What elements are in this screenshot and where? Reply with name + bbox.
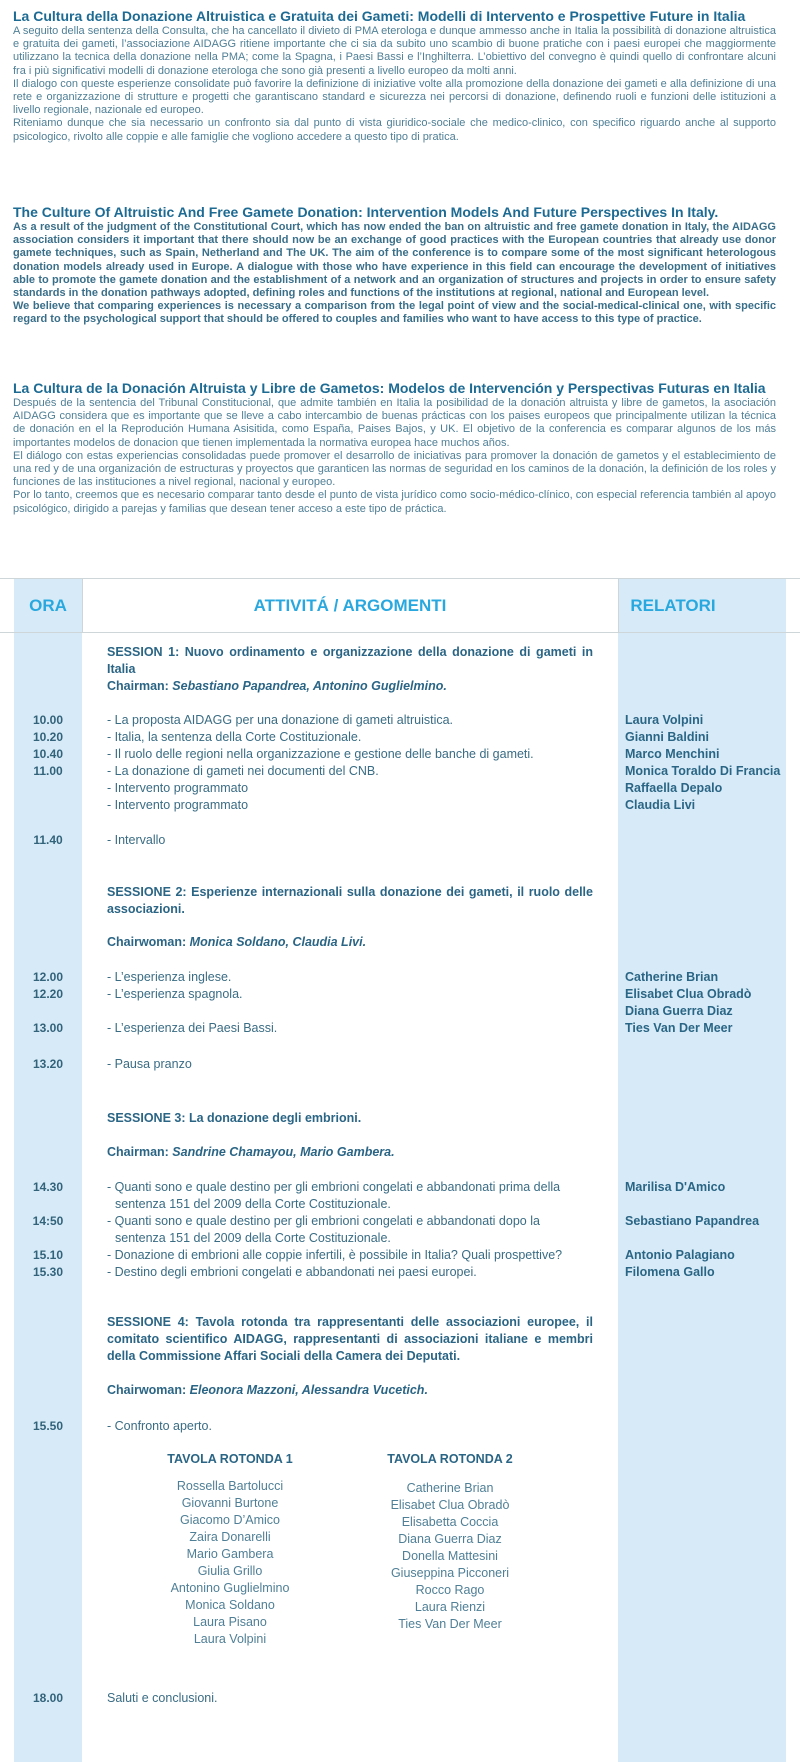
- session-title: SESSIONE 2: Esperienze internazionali sulla donazione dei gameti, il ruolo delle associazioni.: [107, 885, 593, 916]
- participant-name: Laura Volpini: [193, 1632, 267, 1646]
- intro-en-paragraph: As a result of the judgment of the Constitutional Court, which has now ended the ban on altruistic and free gamete donation in Italy, the AIDAGG association considers it important that there should now be an exchange of good practices with the European countries that already use donor gamete techniques, such as Spain, Netherland and The UK. The aim of the conference is to compare some of the most significant heterologous donation models already used in Europe. A dialogue with those who have experience in this field can encourage the development of initiatives able to promote the gamete donation and the establishment of a network and an organization of structures and projects in order to ensure safety standards in the donation pathways adopted, defining roles and functions of the institutions at regional, national and European level.: [13, 221, 776, 300]
- time-slot: 10.40: [32, 747, 64, 761]
- speaker-name: Monica Toraldo Di Francia: [625, 764, 781, 778]
- participant-name: Rocco Rago: [415, 1583, 485, 1597]
- participant-name: Zaira Donarelli: [189, 1530, 271, 1544]
- speaker-name: Claudia Livi: [625, 798, 696, 812]
- speaker-name: Filomena Gallo: [625, 1265, 715, 1279]
- round-table-list: [350, 1480, 550, 1633]
- agenda-item: - L’esperienza dei Paesi Bassi.: [107, 1021, 278, 1035]
- participant-name: Catherine Brian: [406, 1481, 494, 1495]
- speaker-name: Sebastiano Papandrea: [625, 1214, 760, 1228]
- time-slot: 13.20: [32, 1057, 64, 1071]
- participant-name: Giulia Grillo: [197, 1564, 263, 1578]
- intro-it-title: La Cultura della Donazione Altruistica e Gratuita dei Gameti: Modelli di Intervento e Prospettive Future in Italia: [13, 8, 746, 24]
- divider: [0, 578, 800, 579]
- agenda-item: - Italia, la sentenza della Corte Costituzionale.: [107, 730, 362, 744]
- agenda-item: sentenza 151 del 2009 della Corte Costituzionale.: [115, 1231, 391, 1245]
- participant-name: Monica Soldano: [185, 1598, 275, 1612]
- time-slot: 14:50: [32, 1214, 64, 1228]
- round-table-list: [130, 1478, 330, 1648]
- session-chair: Chairman: Sandrine Chamayou, Mario Gambera.: [107, 1145, 395, 1159]
- agenda-item: - Intervento programmato: [107, 781, 249, 795]
- participant-name: Rossella Bartolucci: [176, 1479, 284, 1493]
- time-slot: 11.40: [33, 833, 63, 847]
- header-speakers: RELATORI: [630, 596, 716, 615]
- intro-it-paragraph: A seguito della sentenza della Consulta, che ha cancellato il divieto di PMA eterologa e dunque ammesso anche in Italia la possibilità di donazione altruistica e gratuita dei gameti, l’associazione AIDAGG ritiene importante che ci sia da subito uno scambio di buone pratiche con i paesi europei che maggiormente utilizzano la tecnica della donazione nella PMA; come la Spagna, i Paesi Bassi e l’Inghilterra. L’obiettivo del convegno è quindi quello di confrontare alcuni fra i più significativi modelli di donazione eterologa che sono già presenti a livello europeo da molti anni.: [13, 25, 776, 77]
- participant-name: Elisabetta Coccia: [401, 1515, 499, 1529]
- participant-name: Laura Rienzi: [414, 1600, 486, 1614]
- agenda-closing: Saluti e conclusioni.: [107, 1691, 218, 1705]
- agenda-item: - L’esperienza spagnola.: [107, 987, 243, 1001]
- speaker-name: Ties Van Der Meer: [625, 1021, 733, 1035]
- time-slot: 18.00: [32, 1691, 64, 1705]
- time-slot: 12.00: [32, 970, 64, 984]
- agenda-item: - La proposta AIDAGG per una donazione di gameti altruistica.: [107, 713, 454, 727]
- agenda-item: - La donazione di gameti nei documenti del CNB.: [107, 764, 379, 778]
- time-slot: 11.00: [33, 764, 63, 778]
- time-slot: 12.20: [32, 987, 64, 1001]
- divider: [0, 632, 800, 633]
- intro-es-paragraph: Después de la sentencia del Tribunal Constitucional, que admite también en Italia la posibilidad de la donación altruista y libre de gametos, la asociación AIDAGG considera que es importante que se lleve a cabo intercambio de buenas prácticas con los paises europeos que principalmente utilizan la técnica de donación en el la Reprodución Humana Asisitida, como España, Paises Bajos, y UK. El objetivo de la conferencia es comparar algunos de los más importantes modelos de donacion que tienen implementada la normativa europea hace muchos años.: [13, 397, 776, 449]
- intro-it-paragraph: Il dialogo con queste esperienze consolidate può favorire la definizione di iniziative volte alla promozione della donazione dei gameti e alla definizione di una rete e organizzazione di strutture e progetti che garantiscano standard e sicurezza nei percorsi di donazione, definendo ruoli e funzioni delle istituzioni a livello regionale, nazionale ed europeo.: [13, 77, 776, 117]
- participant-name: Antonino Guglielmino: [170, 1581, 290, 1595]
- agenda-item: - Quanti sono e quale destino per gli embrioni congelati e abbandonati prima della: [107, 1180, 561, 1194]
- session-chair: Chairman: Sebastiano Papandrea, Antonino Guglielmino.: [107, 679, 447, 693]
- speaker-name: Laura Volpini: [625, 713, 704, 727]
- intro-es-paragraph: El diálogo con estas experiencias consolidadas puede promover el desarrollo de iniciativas para promover la donación de gametos y el establecimiento de una red y de una organización de estructuras y proyectos que garanticen las normas de seguridad en los caminos de la donación, la definición de los roles y funciones de las instituciones a nivel regional, nacional y europeo.: [13, 449, 776, 489]
- agenda-item: - Donazione di embrioni alle coppie infertili, è possibile in Italia? Quali prospettive?: [107, 1248, 563, 1262]
- intro-italian: [13, 8, 776, 144]
- intro-es-paragraph: Por lo tanto, creemos que es necesario comparar tanto desde el punto de vista jurídico como socio-médico-clínico, con especial referencia también al apoyo psicológico, dirigido a parejas y familias que desean tener acceso a este tipo de práctica.: [13, 489, 776, 515]
- round-table-title: TAVOLA ROTONDA 2: [387, 1452, 513, 1466]
- session-title: SESSION 1: Nuovo ordinamento e organizzazione della donazione di gameti in Italia: [107, 645, 593, 676]
- agenda-item: - Destino degli embrioni congelati e abbandonati nei paesi europei.: [107, 1265, 477, 1279]
- participant-name: Laura Pisano: [193, 1615, 267, 1629]
- participant-name: Donella Mattesini: [402, 1549, 498, 1563]
- time-slot: 10.20: [32, 730, 64, 744]
- session-title: SESSIONE 4: Tavola rotonda tra rappresentanti delle associazioni europee, il comitato scientifico AIDAGG, rappresentanti di associazioni italiane e membri della Commissione Affari Sociali della Camera dei Deputati.: [107, 1315, 593, 1363]
- time-slot: 15.50: [32, 1419, 64, 1433]
- round-table-title: TAVOLA ROTONDA 1: [167, 1452, 293, 1466]
- speaker-name: Marilisa D'Amico: [625, 1180, 726, 1194]
- agenda-break: - Pausa pranzo: [107, 1057, 192, 1071]
- participant-name: Giacomo D’Amico: [179, 1513, 281, 1527]
- participant-name: Diana Guerra Diaz: [398, 1532, 502, 1546]
- speaker-name: Marco Menchini: [625, 747, 720, 761]
- speaker-name: Raffaella Depalo: [625, 781, 723, 795]
- session-title: SESSIONE 3: La donazione degli embrioni.: [107, 1111, 362, 1125]
- participant-name: Ties Van Der Meer: [398, 1617, 502, 1631]
- agenda-item: - Il ruolo delle regioni nella organizzazione e gestione delle banche di gameti.: [107, 747, 534, 761]
- agenda-item: - Quanti sono e quale destino per gli embrioni congelati e abbandonati dopo la: [107, 1214, 540, 1228]
- time-slot: 14.30: [32, 1180, 64, 1194]
- speaker-name: Antonio Palagiano: [625, 1248, 735, 1262]
- participant-name: Giovanni Burtone: [181, 1496, 279, 1510]
- agenda-item: - Intervento programmato: [107, 798, 249, 812]
- intro-en-paragraph: We believe that comparing experiences is necessary a comparison from the legal point of view and the social-medical-clinical one, with specific regard to the psychological support that should be offered to couples and families who want to have access to this type of practice.: [13, 300, 776, 326]
- time-slot: 10.00: [32, 713, 64, 727]
- intro-english: [13, 204, 776, 327]
- header-time: ORA: [29, 596, 67, 615]
- participant-name: Giuseppina Picconeri: [390, 1566, 510, 1580]
- speaker-name: Gianni Baldini: [625, 730, 710, 744]
- agenda-item: - Confronto aperto.: [107, 1419, 212, 1433]
- session-chair: Chairwoman: Eleonora Mazzoni, Alessandra Vucetich.: [107, 1383, 428, 1397]
- time-slot: 15.10: [32, 1248, 64, 1262]
- header-activity: ATTIVITÁ / ARGOMENTI: [253, 596, 447, 615]
- agenda-break: - Intervallo: [107, 833, 166, 847]
- intro-it-paragraph: Riteniamo dunque che sia necessario un confronto sia dal punto di vista giuridico-sociale che medico-clinico, con specifico riguardo anche al supporto psicologico, rivolto alle coppie e alle famiglie che vogliono accedere a questo tipo di pratica.: [13, 117, 776, 143]
- intro-es-title: La Cultura de la Donación Altruista y Libre de Gametos: Modelos de Intervención y Perspectivas Futuras en Italia: [13, 380, 766, 396]
- time-slot: 15.30: [32, 1265, 64, 1279]
- intro-en-title: The Culture Of Altruistic And Free Gamete Donation: Intervention Models And Future Perspectives In Italy.: [13, 204, 719, 220]
- speaker-name: Catherine Brian: [625, 970, 719, 984]
- participant-name: Mario Gambera: [186, 1547, 274, 1561]
- agenda-item: sentenza 151 del 2009 della Corte Costituzionale.: [115, 1197, 391, 1211]
- session-chair: Chairwoman: Monica Soldano, Claudia Livi.: [107, 935, 367, 949]
- speaker-name: Diana Guerra Diaz: [625, 1004, 733, 1018]
- time-slot: 13.00: [32, 1021, 64, 1035]
- participant-name: Elisabet Clua Obradò: [390, 1498, 510, 1512]
- speaker-name: Elisabet Clua Obradò: [625, 987, 752, 1001]
- agenda-item: - L’esperienza inglese.: [107, 970, 232, 984]
- intro-spanish: [13, 380, 776, 516]
